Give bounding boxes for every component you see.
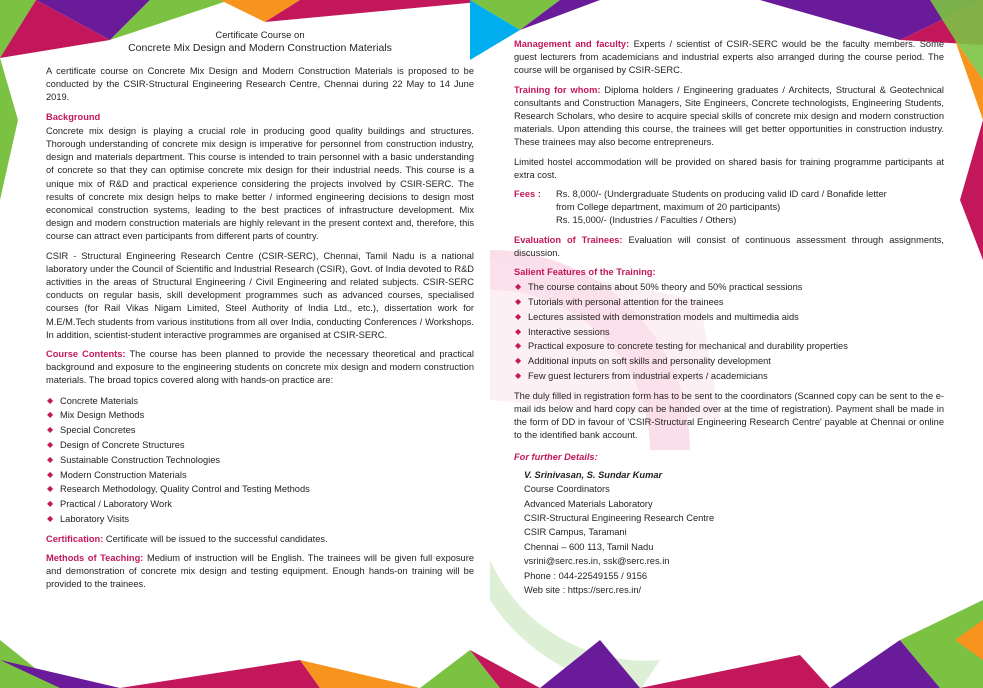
campus-address: CSIR Campus, Taramani [524,527,627,538]
background-paragraph: Concrete mix design is playing a crucial role in producing good quality buildings and structures. Thorough understanding of concrete mix design is imperative for personnel from construction industry, design and materials department. This course is intended to train personnel with a basic understanding of concrete so that they can optimise concrete mix design for their industrial needs. This course is a unique mix of R&D and practical experience considering the projects involved by CSIR-SERC. The results of concrete mix design helps to make better / informed engineering decisions to design most economical construction systems, leading to the best practices of infrastructure development. Mix design and modern construction materials are highly relevant in the present context and, therefore, this course can attract even participants from different parts of country. [46,125,474,242]
bullet-icon: ◆ [515,297,522,307]
intro-paragraph: A certificate course on Concrete Mix Design and Modern Construction Materials is proposed to be conducted by the CSIR-Structural Engineering Research Centre, Chennai during 22 May to 14 June 2019. [46,66,474,103]
certification-text: Certificate will be issued to the successful candidates. [103,533,328,544]
methods-paragraph [46,552,474,592]
methods-text: Medium of instruction will be English. The trainees will be given full exposure and demonstration of concrete mix design and testing equipment. Enough hands-on training will be provided to the trainees. [46,553,474,590]
topic-label: Sustainable Construction Technologies [60,454,221,465]
right-edge-magenta [960,120,983,260]
list-item [46,497,474,512]
list-item [46,482,474,497]
features-list [514,280,944,384]
topic-label: Modern Construction Materials [60,469,187,480]
list-item [514,354,944,369]
right-column [514,38,944,598]
feature-label: Few guest lecturers from industrial experts / academicians [528,371,768,382]
feature-label: The course contains about 50% theory and 50% practical sessions [528,282,803,293]
bullet-icon: ◆ [515,371,522,381]
bullet-icon: ◆ [47,410,54,420]
topic-label: Concrete Materials [60,395,139,406]
training-for-whom-label: Training for whom: [514,84,601,95]
salient-features-label: Salient Features of the Training: [514,267,656,278]
bottom-mid-magenta [120,660,320,688]
bullet-icon: ◆ [47,484,54,494]
topics-list [46,394,474,527]
top-mid-magenta [265,0,500,22]
topic-label: Design of Concrete Structures [60,440,185,451]
city-address: Chennai – 600 113, Tamil Nadu [524,541,654,552]
list-item [46,512,474,527]
certification-label: Certification: [46,533,104,544]
bullet-icon: ◆ [47,469,54,479]
list-item [514,280,944,295]
contact-block [514,468,944,598]
course-contents-text: The course has been planned to provide the necessary theoretical and practical background and exposure to the engineering students on concrete mix design and modern construction materials. The broad topics covered along with hands-on practice are: [46,349,474,386]
phone-number: Phone : 044-22549155 / 9156 [524,570,648,581]
list-item [514,295,944,310]
fees-label: Fees : [514,189,541,200]
bullet-icon: ◆ [515,311,522,321]
bullet-icon: ◆ [47,425,54,435]
management-paragraph [514,38,944,78]
feature-label: Additional inputs on soft skills and personality development [528,356,771,367]
list-item [514,325,944,340]
topic-label: Laboratory Visits [60,514,130,525]
bullet-icon: ◆ [47,454,54,464]
list-item [46,438,474,453]
bullet-icon: ◆ [515,282,522,292]
feature-label: Tutorials with personal attention for the trainees [528,297,724,308]
registration-paragraph: The duly filled in registration form has to be sent to the coordinators (Scanned copy can be sent to the e-mail ids below and hard copy can be handed over at the time of registration). Payment shall be made in the form of DD in favour of 'CSIR-Structural Engineering Research Centre' payable at Chennai or online to the identified bank account. [514,390,944,441]
bullet-icon: ◆ [515,341,522,351]
evaluation-label: Evaluation of Trainees: [514,234,623,245]
org-name: CSIR-Structural Engineering Research Centre [524,513,715,524]
list-item [46,423,474,438]
topic-label: Practical / Laboratory Work [60,499,172,510]
bullet-icon: ◆ [47,514,54,524]
methods-label: Methods of Teaching: [46,553,144,564]
list-item [46,453,474,468]
course-contents-paragraph [46,348,474,388]
website: Web site : https://serc.res.in/ [524,585,642,596]
training-for-whom-paragraph [514,84,944,150]
bullet-icon: ◆ [47,440,54,450]
bullet-icon: ◆ [47,395,54,405]
coordinator-names: V. Srinivasan, S. Sundar Kumar [524,469,663,480]
feature-label: Practical exposure to concrete testing for mechanical and durability properties [528,341,848,352]
bullet-icon: ◆ [515,326,522,336]
certification-paragraph [46,533,474,546]
bullet-icon: ◆ [47,499,54,509]
bottom-mid-orange [300,660,420,688]
fees-line-2: from College department, maximum of 20 participants) [556,202,781,213]
list-item [514,310,944,325]
fees-block [514,188,944,228]
fees-line-3: Rs. 15,000/- (Industries / Faculties / Others) [556,215,737,226]
bottom-right-magenta [640,655,830,688]
evaluation-paragraph [514,234,944,260]
evaluation-text: Evaluation will consist of continuous assessment through assignments, discussion. [514,234,944,258]
left-edge-green [0,58,18,200]
email-addresses: vsrini@serc.res.in, ssk@serc.res.in [524,556,670,567]
list-item [514,339,944,354]
feature-label: Lectures assisted with demonstration models and multimedia aids [528,311,799,322]
list-item [46,394,474,409]
topic-label: Mix Design Methods [60,410,145,421]
background-label: Background [46,111,101,122]
list-item [46,468,474,483]
bullet-icon: ◆ [515,356,522,366]
fees-lines [556,188,887,228]
feature-label: Interactive sessions [528,326,610,337]
left-column [46,30,474,598]
topic-label: Special Concretes [60,425,136,436]
management-text: Experts / scientist of CSIR-SERC would be the faculty members. Some guest lecturers from academicians and industrial experts also arranged during the course period. The course will be organised by CSIR-SERC. [514,39,944,76]
lab-name: Advanced Materials Laboratory [524,498,653,509]
course-heading-small: Certificate Course on [215,30,305,41]
hostel-paragraph: Limited hostel accommodation will be provided on shared basis for training programme participants at extra cost. [514,156,944,180]
further-details-label: For further Details: [514,451,598,462]
course-heading-title: Concrete Mix Design and Modern Construction Materials [128,42,392,54]
serc-paragraph: CSIR - Structural Engineering Research Centre (CSIR-SERC), Chennai, Tamil Nadu is a national laboratory under the Council of Scientific and Industrial Research (CSIR), Govt. of India devoted to R&D activities in the areas of Structural Engineering / Civil Engineering and related subjects. CSIR-SERC conducts on regular basis, skill development programmes such as advanced courses, specialised courses (for Rail Vikas Nigam Limited, Steel Authority of India Ltd., etc.), dissertation work for M.E/M.Tech students from various institutions from all over India, conducting Conferences / Workshops. In addition, scientist-student interactive programmes are organised at CSIR-SERC. [46,250,474,340]
course-contents-label: Course Contents: [46,349,126,360]
list-item [46,408,474,423]
fees-line-1: Rs. 8,000/- (Undergraduate Students on producing valid ID card / Bonafide letter [556,189,887,200]
list-item [514,369,944,384]
topic-label: Research Methodology, Quality Control and Testing Methods [60,484,310,495]
management-label: Management and faculty: [514,39,630,49]
training-for-whom-text: Diploma holders / Engineering graduates / Architects, Structural & Geotechnical consultants and Construction Managers, Site Engineers, Concrete technologists, Engineering Students, Research Scholars, who desire to acquire special skills of concrete mix design and modern construction materials. Upon attending this course, the trainees will get better opportunities in construction industry. These trainees may also become entrepreneurs. [514,84,945,148]
coordinator-role: Course Coordinators [524,484,610,495]
